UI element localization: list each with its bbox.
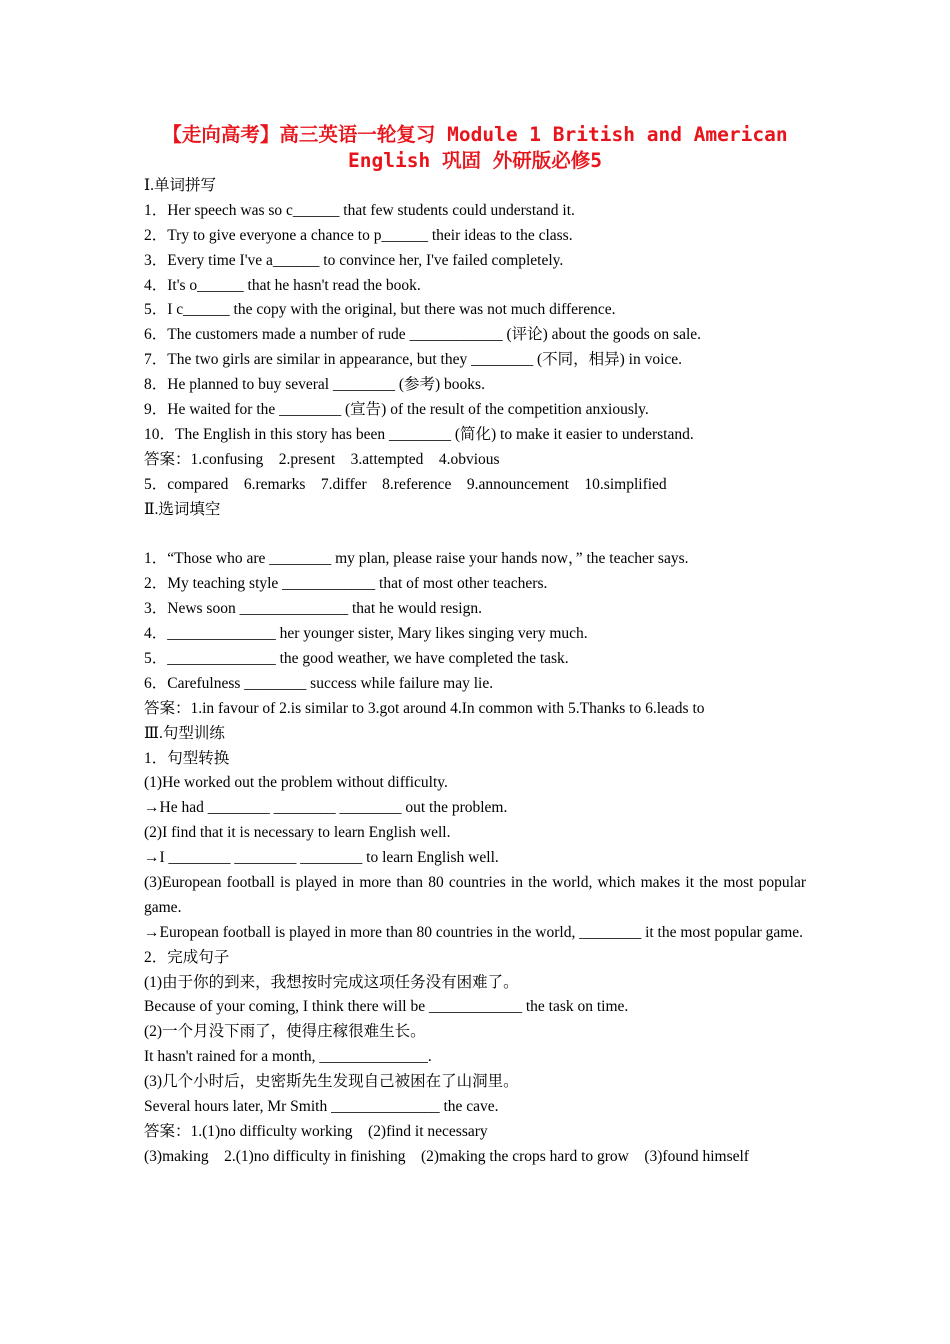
exercise-item: 6．Carefulness ________ success while failure may lie. — [144, 674, 494, 692]
answer-line: (3)making 2.(1)no difficulty in finishing (2)making the crops hard to grow (3)found himself — [144, 1147, 749, 1165]
exercise-line: (1)由于你的到来，我想按时完成这项任务没有困难了。 — [144, 973, 519, 991]
answer-line: 答案：1.confusing 2.present 3.attempted 4.obvious — [144, 450, 500, 468]
exercise-line: It hasn't rained for a month, ______________. — [144, 1048, 432, 1066]
answer-paragraph: 答案：1.in favour of 2.is similar to 3.got around 4.In common with 5.Thanks to 6.leads to — [144, 699, 705, 717]
section-heading: Ⅲ.句型训练 — [144, 724, 225, 742]
exercise-item: 9．He waited for the ________ (宣告) of the result of the competition anxiously. — [144, 401, 649, 419]
exercise-line: (2)一个月没下雨了，使得庄稼很难生长。 — [144, 1023, 426, 1041]
blank-spacer — [144, 522, 806, 547]
exercise-item: 3．Every time I've a______ to convince her, I've failed completely. — [144, 251, 564, 269]
section-heading: Ⅱ.选词填空 — [144, 500, 221, 518]
title-line-1: 【走向高考】高三英语一轮复习 Module 1 British and American — [162, 123, 788, 146]
exercise-item: 8．He planned to buy several ________ (参考) books. — [144, 376, 485, 394]
subsection-heading: 1．句型转换 — [144, 749, 230, 767]
answer-line: 5．compared 6.remarks 7.differ 8.reference 9.announcement 10.simplified — [144, 475, 667, 493]
exercise-line: Because of your coming, I think there will be ____________ the task on time. — [144, 998, 629, 1016]
exercise-item: 1．“Those who are ________ my plan, please raise your hands now，” the teacher says. — [144, 550, 689, 568]
subsection-heading: 2．完成句子 — [144, 948, 230, 966]
exercise-line: →I ________ ________ ________ to learn English well. — [144, 849, 499, 867]
exercise-item: 10．The English in this story has been ________ (简化) to make it easier to understand. — [144, 425, 694, 443]
exercise-line: (1)He worked out the problem without difficulty. — [144, 774, 448, 792]
exercise-item: 5．______________ the good weather, we have completed the task. — [144, 649, 569, 667]
exercise-item: 4．______________ her younger sister, Mary likes singing very much. — [144, 625, 588, 643]
answer-line: 答案：1.(1)no difficulty working (2)find it necessary — [144, 1122, 488, 1140]
document-body — [144, 174, 806, 1170]
exercise-item: 2．My teaching style ____________ that of most other teachers. — [144, 575, 548, 593]
exercise-line: (3)几个小时后，史密斯先生发现自己被困在了山洞里。 — [144, 1073, 519, 1091]
section-heading: Ⅰ.单词拼写 — [144, 177, 216, 194]
exercise-paragraph: →European football is played in more than 80 countries in the world, ________ it the most popular game. — [144, 923, 804, 941]
exercise-line: →He had ________ ________ ________ out the problem. — [144, 799, 508, 817]
exercise-item: 3．News soon ______________ that he would resign. — [144, 600, 482, 618]
exercise-item: 7．The two girls are similar in appearance, but they ________ (不同，相异) in voice. — [144, 351, 683, 369]
document-title — [120, 122, 830, 174]
exercise-item: 6．The customers made a number of rude ____________ (评论) about the goods on sale. — [144, 326, 702, 344]
title-line-2: English 巩固 外研版必修5 — [348, 149, 602, 172]
exercise-item: 2．Try to give everyone a chance to p______ their ideas to the class. — [144, 226, 573, 244]
exercise-item: 5．I c______ the copy with the original, but there was not much difference. — [144, 301, 616, 319]
exercise-line: Several hours later, Mr Smith ______________ the cave. — [144, 1098, 499, 1116]
exercise-paragraph: (3)European football is played in more than 80 countries in the world, which makes it the most popular game. — [144, 873, 806, 916]
exercise-item: 1．Her speech was so c______ that few students could understand it. — [144, 201, 575, 219]
exercise-item: 4．It's o______ that he hasn't read the book. — [144, 276, 421, 294]
exercise-line: (2)I find that it is necessary to learn English well. — [144, 824, 451, 842]
